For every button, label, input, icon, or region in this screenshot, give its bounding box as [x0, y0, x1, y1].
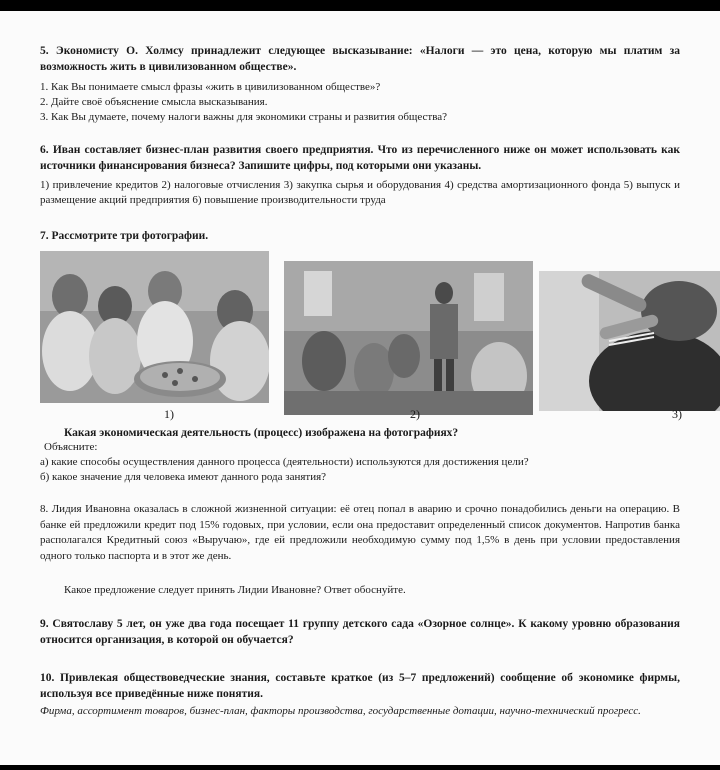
photo-children-pizza: [40, 251, 269, 403]
photo-1-caption: 1): [164, 407, 174, 421]
q6-options: 1) привлечение кредитов 2) налоговые отчисления 3) закупка сырья и оборудования 4) средства амортизационного фонда 5) выпуск и размещение акций предприятия 6) повышение производительности труда: [40, 179, 680, 206]
photo-classroom-lecture: [284, 261, 533, 415]
photo-barber-haircut: [539, 271, 720, 411]
photo-2-caption: 2): [410, 407, 420, 421]
q8-question: Какое предложение следует принять Лидии Ивановне? Ответ обоснуйте.: [64, 584, 406, 596]
q7-item: а) какие способы осуществления данного процесса (деятельности) используются для достижения цели?: [40, 456, 529, 468]
q5-item: 1. Как Вы понимаете смысл фразы «жить в цивилизованном обществе»?: [40, 81, 381, 93]
q7-items: [40, 455, 680, 485]
q6-title: 6. Иван составляет бизнес-план развития своего предприятия. Что из перечисленного ниже он может использовать как источники финансирования бизнеса? Запишите цифры, под которыми они указаны.: [40, 144, 680, 172]
worksheet-page: [0, 11, 720, 765]
q5-items: [40, 80, 680, 125]
photo-3-caption: 3): [672, 407, 682, 421]
q8-text: 8. Лидия Ивановна оказалась в сложной жизненной ситуации: её отец попал в аварию и срочно понадобились деньги на операцию. В банке ей предложили кредит под 15% годовых, при условии, если она предоставит определенный список документов. Напротив банка располагался Кредитный союз «Выручаю», где ей предложили необходимую сумму под 1,5% в день при условии предоставления одного только паспорта и в этот же день.: [40, 503, 680, 562]
q5-title: 5. Экономисту О. Холмсу принадлежит следующее высказывание: «Налоги — это цена, которую мы платим за возможность жить в цивилизованном обществе».: [40, 45, 680, 73]
q10-title: 10. Привлекая обществоведческие знания, составьте краткое (из 5–7 предложений) сообщение об экономике фирмы, используя все приведённые ниже понятия.: [40, 672, 680, 700]
q7-question: Какая экономическая деятельность (процесс) изображена на фотографиях?: [64, 427, 459, 439]
q5-item: 2. Дайте своё объяснение смысла высказывания.: [40, 96, 268, 108]
q7-item: б) какое значение для человека имеют данного рода занятия?: [40, 471, 327, 483]
q7-explain-label: Объясните:: [44, 441, 98, 453]
q7-title: 7. Рассмотрите три фотографии.: [40, 230, 209, 242]
q5-item: 3. Как Вы думаете, почему налоги важны для экономики страны и развития общества?: [40, 111, 448, 123]
q10-terms: Фирма, ассортимент товаров, бизнес-план, факторы производства, государственные дотации, научно-технический прогресс.: [40, 705, 641, 717]
q9-title: 9. Святославу 5 лет, он уже два года посещает 11 группу детского сада «Озорное солнце». К какому уровню образования относится организация, в которой он обучается?: [40, 618, 680, 646]
